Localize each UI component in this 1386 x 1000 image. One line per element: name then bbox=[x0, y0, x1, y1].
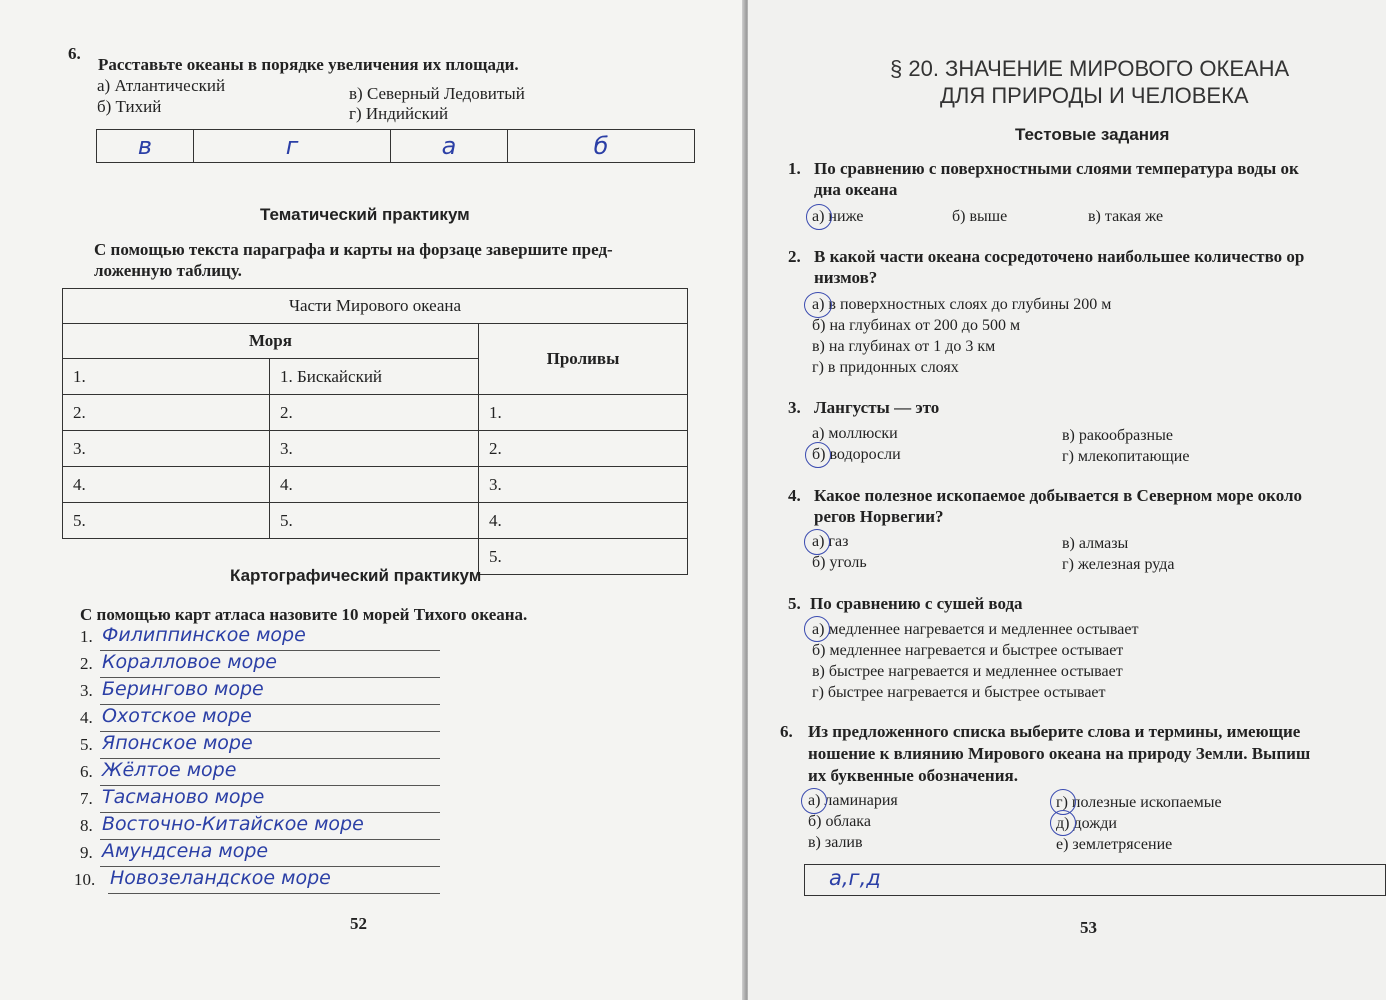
q5-selected-circle bbox=[804, 616, 830, 642]
q5-option-c[interactable]: в) быстрее нагревается и медленнее остывает bbox=[812, 663, 1123, 680]
q6r-answer-box[interactable] bbox=[804, 864, 1386, 896]
q3-option-a[interactable]: а) моллюски bbox=[812, 425, 898, 442]
list-item-number: 5. bbox=[80, 735, 93, 754]
col-straits: Проливы bbox=[478, 324, 687, 395]
section-title-line-2: ДЛЯ ПРИРОДЫ И ЧЕЛОВЕКА bbox=[940, 83, 1249, 108]
list-item-number: 1. bbox=[80, 627, 93, 646]
q1-text-1: По сравнению с поверхностными слоями температура воды ок bbox=[814, 159, 1299, 178]
table-row[interactable]: 5. bbox=[478, 539, 687, 575]
thematic-instruction-2: ложенную таблицу. bbox=[94, 261, 242, 280]
list-item-answer[interactable]: Восточно-Китайское море bbox=[102, 813, 364, 835]
q6-option-c: в) Северный Ледовитый bbox=[349, 84, 525, 103]
q6-option-a: а) Атлантический bbox=[97, 76, 226, 95]
list-item-number: 3. bbox=[80, 681, 93, 700]
list-item-answer[interactable]: Коралловое море bbox=[102, 651, 277, 673]
q6r-option-f[interactable]: е) землетрясение bbox=[1056, 836, 1173, 853]
q6r-number: 6. bbox=[780, 722, 793, 741]
q2-option-d[interactable]: г) в придонных слоях bbox=[812, 359, 959, 376]
list-item-answer[interactable]: Филиппинское море bbox=[102, 624, 306, 646]
q6r-option-c[interactable]: в) залив bbox=[808, 834, 863, 851]
list-item-answer[interactable]: Японское море bbox=[102, 732, 253, 754]
q2-option-c[interactable]: в) на глубинах от 1 до 3 км bbox=[812, 338, 996, 355]
q1-text-2: дна океана bbox=[814, 180, 898, 199]
q6r-text-2: ношение к влиянию Мирового океана на природу Земли. Выпиш bbox=[808, 744, 1311, 763]
q5-number: 5. bbox=[788, 594, 801, 613]
table-row[interactable]: 1. bbox=[63, 359, 270, 395]
answer-box-2[interactable]: г bbox=[194, 130, 391, 163]
q2-option-b[interactable]: б) на глубинах от 200 до 500 м bbox=[812, 317, 1021, 334]
q1-option-b[interactable]: б) выше bbox=[952, 208, 1008, 225]
list-item-answer[interactable]: Новозеландское море bbox=[110, 867, 331, 889]
answer-box-3[interactable]: а bbox=[391, 130, 508, 163]
list-item-answer[interactable]: Охотское море bbox=[102, 705, 252, 727]
table-row[interactable]: 3. bbox=[63, 431, 270, 467]
q4-option-a[interactable]: а) газ bbox=[812, 533, 849, 550]
q6-text: Расставьте океаны в порядке увеличения их площади. bbox=[98, 55, 519, 74]
list-item-answer[interactable]: Жёлтое море bbox=[102, 759, 237, 781]
page-number-right: 53 bbox=[1080, 918, 1097, 937]
table-row[interactable]: 2. bbox=[63, 395, 270, 431]
q2-selected-circle bbox=[804, 292, 832, 318]
q6r-text-3: их буквенные обозначения. bbox=[808, 766, 1018, 785]
answer-box-1[interactable]: в bbox=[97, 130, 194, 163]
section-title-line-1: § 20. ЗНАЧЕНИЕ МИРОВОГО ОКЕАНА bbox=[890, 56, 1290, 81]
q6r-option-d[interactable]: г) полезные ископаемые bbox=[1056, 794, 1222, 811]
table-title: Части Мирового океана bbox=[63, 289, 688, 324]
q4-text-2: регов Норвегии? bbox=[814, 507, 944, 526]
table-row[interactable]: 4. bbox=[63, 467, 270, 503]
q5-option-b[interactable]: б) медленнее нагревается и быстрее остывает bbox=[812, 642, 1124, 659]
q1-selected-circle bbox=[806, 204, 832, 230]
list-item-answer[interactable]: Берингово море bbox=[102, 678, 264, 700]
q3-number: 3. bbox=[788, 398, 801, 417]
q2-number: 2. bbox=[788, 247, 801, 266]
tests-title: Тестовые задания bbox=[1015, 125, 1170, 144]
thematic-instruction-1: С помощью текста параграфа и карты на форзаце завершите пред- bbox=[94, 240, 613, 259]
table-row[interactable]: 5. bbox=[269, 503, 478, 539]
q6-number: 6. bbox=[68, 44, 81, 63]
table-row[interactable]: 3. bbox=[269, 431, 478, 467]
q4-selected-circle bbox=[804, 529, 830, 555]
q6r-answer: а,г,д bbox=[829, 866, 881, 890]
q3-text: Лангусты — это bbox=[814, 398, 940, 417]
q3-option-c[interactable]: в) ракообразные bbox=[1062, 427, 1173, 444]
q1-option-c[interactable]: в) такая же bbox=[1088, 208, 1164, 225]
q5-option-a[interactable]: а) медленнее нагревается и медленнее остывает bbox=[812, 621, 1139, 638]
q6r-option-e[interactable]: д) дожди bbox=[1056, 815, 1117, 832]
q4-number: 4. bbox=[788, 486, 801, 505]
q3-option-d[interactable]: г) млекопитающие bbox=[1062, 448, 1190, 465]
q1-number: 1. bbox=[788, 159, 801, 178]
q6r-option-a[interactable]: а) ламинария bbox=[808, 792, 898, 809]
table-row[interactable]: 5. bbox=[63, 503, 270, 539]
list-item-answer[interactable]: Амундсена море bbox=[102, 840, 269, 862]
q2-text-2: низмов? bbox=[814, 268, 878, 287]
q6r-selected-circle-a bbox=[801, 788, 827, 814]
list-item-number: 7. bbox=[80, 789, 93, 808]
q5-option-d[interactable]: г) быстрее нагревается и быстрее остывает bbox=[812, 684, 1106, 701]
list-item-answer[interactable]: Тасманово море bbox=[102, 786, 265, 808]
q4-option-c[interactable]: в) алмазы bbox=[1062, 535, 1129, 552]
right-page bbox=[748, 0, 1386, 1000]
q6-answer-boxes bbox=[96, 129, 695, 163]
table-row[interactable]: 2. bbox=[478, 431, 687, 467]
list-item-number: 2. bbox=[80, 654, 93, 673]
table-row[interactable]: 4. bbox=[478, 503, 687, 539]
list-item-number: 10. bbox=[74, 870, 96, 889]
q6-option-b: б) Тихий bbox=[97, 97, 162, 116]
cartographic-title: Картографический практикум bbox=[230, 566, 482, 585]
list-item-number: 6. bbox=[80, 762, 93, 781]
q3-option-b[interactable]: б) водоросли bbox=[812, 446, 901, 463]
ocean-parts-table bbox=[62, 288, 688, 575]
q1-option-a[interactable]: а) ниже bbox=[812, 208, 864, 225]
table-row[interactable]: 3. bbox=[478, 467, 687, 503]
q6-option-d: г) Индийский bbox=[349, 104, 449, 123]
q6r-text-1: Из предложенного списка выберите слова и термины, имеющие bbox=[808, 722, 1301, 741]
q2-option-a[interactable]: а) в поверхностных слоях до глубины 200 м bbox=[812, 296, 1112, 313]
q4-text-1: Какое полезное ископаемое добывается в Северном море около bbox=[814, 486, 1303, 505]
q4-option-d[interactable]: г) железная руда bbox=[1062, 556, 1175, 573]
page-number-left: 52 bbox=[350, 914, 367, 933]
cartographic-instruction: С помощью карт атласа назовите 10 морей Тихого океана. bbox=[80, 605, 528, 624]
list-item-number: 9. bbox=[80, 843, 93, 862]
list-item-number: 4. bbox=[80, 708, 93, 727]
thematic-title: Тематический практикум bbox=[260, 205, 470, 224]
table-row[interactable]: 1. Бискайский bbox=[269, 359, 478, 395]
q2-text-1: В какой части океана сосредоточено наибольшее количество ор bbox=[814, 247, 1305, 266]
q4-option-b[interactable]: б) уголь bbox=[812, 554, 867, 571]
list-item-number: 8. bbox=[80, 816, 93, 835]
q3-selected-circle bbox=[805, 442, 831, 468]
q6r-option-b[interactable]: б) облака bbox=[808, 813, 871, 830]
answer-box-4[interactable]: б bbox=[508, 130, 695, 163]
table-row[interactable]: 2. bbox=[269, 395, 478, 431]
col-seas: Моря bbox=[63, 324, 479, 359]
table-row[interactable]: 4. bbox=[269, 467, 478, 503]
table-row[interactable]: 1. bbox=[478, 395, 687, 431]
q6r-selected-circle-e bbox=[1050, 810, 1076, 836]
q5-text: По сравнению с сушей вода bbox=[810, 594, 1023, 613]
